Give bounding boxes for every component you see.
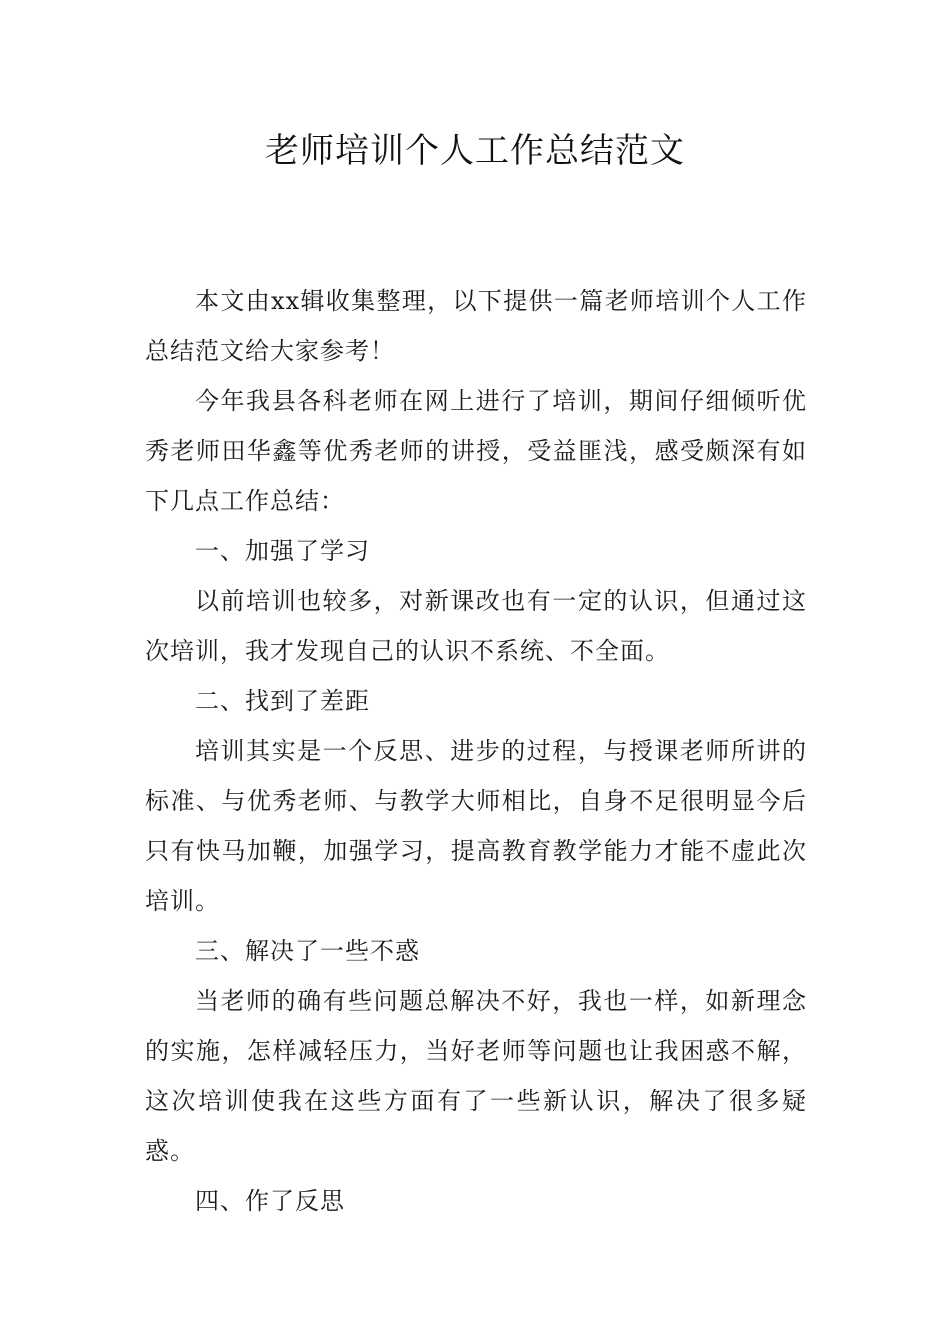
paragraph-section-1: 以前培训也较多，对新课改也有一定的认识，但通过这次培训，我才发现自己的认识不系统、不全面。: [145, 587, 807, 665]
section-heading-4: 四、作了反思: [195, 1187, 345, 1215]
section-heading-3: 三、解决了一些不惑: [195, 937, 420, 965]
paragraph-section-2: 培训其实是一个反思、进步的过程，与授课老师所讲的标准、与优秀老师、与教学大师相比，自身不足很明显今后只有快马加鞭，加强学习，提高教育教学能力才能不虚此次培训。: [145, 737, 807, 915]
paragraph-intro: 本文由xx辑收集整理，以下提供一篇老师培训个人工作总结范文给大家参考！: [145, 287, 807, 365]
section-heading-2: 二、找到了差距: [195, 687, 370, 715]
section-heading-1: 一、加强了学习: [195, 537, 370, 565]
document-title: 老师培训个人工作总结范文: [265, 131, 685, 171]
paragraph-training-overview: 今年我县各科老师在网上进行了培训，期间仔细倾听优秀老师田华鑫等优秀老师的讲授，受益匪浅，感受颇深有如下几点工作总结：: [145, 387, 807, 515]
document-body: [145, 276, 807, 1226]
paragraph-section-3: 当老师的确有些问题总解决不好，我也一样，如新理念的实施，怎样减轻压力，当好老师等问题也让我困惑不解，这次培训使我在这些方面有了一些新认识，解决了很多疑惑。: [145, 987, 807, 1165]
